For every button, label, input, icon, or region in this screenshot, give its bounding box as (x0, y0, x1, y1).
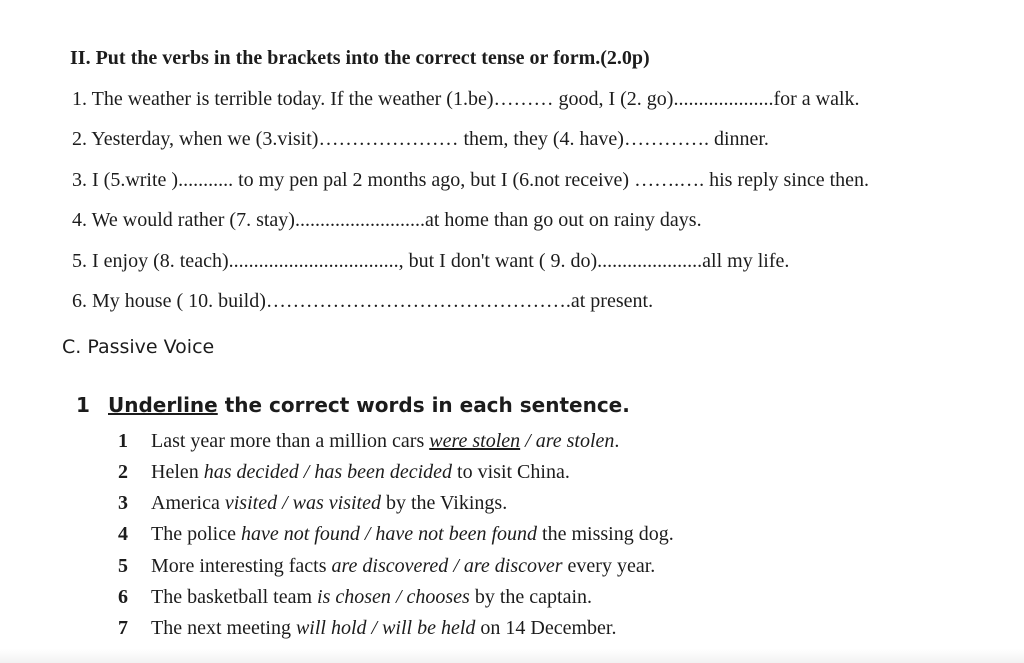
option: has been decided (314, 461, 453, 483)
list-item: 5 More interesting facts are discovered / are discover every year. (118, 555, 656, 577)
option: will be held (382, 617, 476, 639)
option: are discovered (331, 555, 449, 577)
option: was visited (292, 492, 381, 514)
list-item: 3 America visited / was visited by the Vikings. (118, 492, 508, 514)
page-edge-shadow (0, 649, 1024, 663)
option: is chosen (317, 586, 391, 608)
option: are discover (463, 555, 563, 577)
option: have not found (240, 523, 360, 545)
exercise-line: 1. The weather is terrible today. If the weather (1.be)……… good, I (2. go)....................for a walk. (72, 88, 860, 110)
option: are stolen (535, 430, 615, 452)
option: has decided (203, 461, 299, 483)
option: have not been found (375, 523, 538, 545)
list-item: 4 The police have not found / have not been found the missing dog. (118, 523, 674, 545)
task-instruction (76, 393, 630, 417)
exercise-line: 4. We would rather (7. stay)..........................at home than go out on rainy days. (72, 209, 702, 231)
exercise-line: 6. My house ( 10. build)……………………………………….at present. (72, 290, 654, 312)
option: chooses (406, 586, 470, 608)
task-number: 1 (76, 393, 90, 417)
instruction-text: the correct words in each sentence. (217, 393, 630, 417)
list-item: 6 The basketball team is chosen / chooses by the captain. (118, 586, 593, 608)
option: will hold (295, 617, 367, 639)
exercise-heading: II. Put the verbs in the brackets into the correct tense or form.(2.0p) (70, 47, 650, 69)
list-item: 1 Last year more than a million cars were stolen / are stolen. (118, 430, 620, 452)
list-item: 7 The next meeting will hold / will be held on 14 December. (118, 617, 617, 639)
exercise-line: 2. Yesterday, when we (3.visit)………………… them, they (4. have)…………. dinner. (72, 128, 769, 150)
list-item: 2 Helen has decided / has been decided to visit China. (118, 461, 570, 483)
exercise-line: 3. I (5.write )........... to my pen pal 2 months ago, but I (6.not receive) …….…. his reply since then. (72, 169, 870, 191)
exercise-line: 5. I enjoy (8. teach).................................., but I don't want ( 9. do).....................all my life. (72, 250, 790, 272)
section-title: C. Passive Voice (62, 336, 215, 358)
instruction-underlined-word: Underline (108, 393, 218, 417)
option-underlined: were stolen (429, 430, 521, 452)
option: visited (224, 492, 278, 514)
